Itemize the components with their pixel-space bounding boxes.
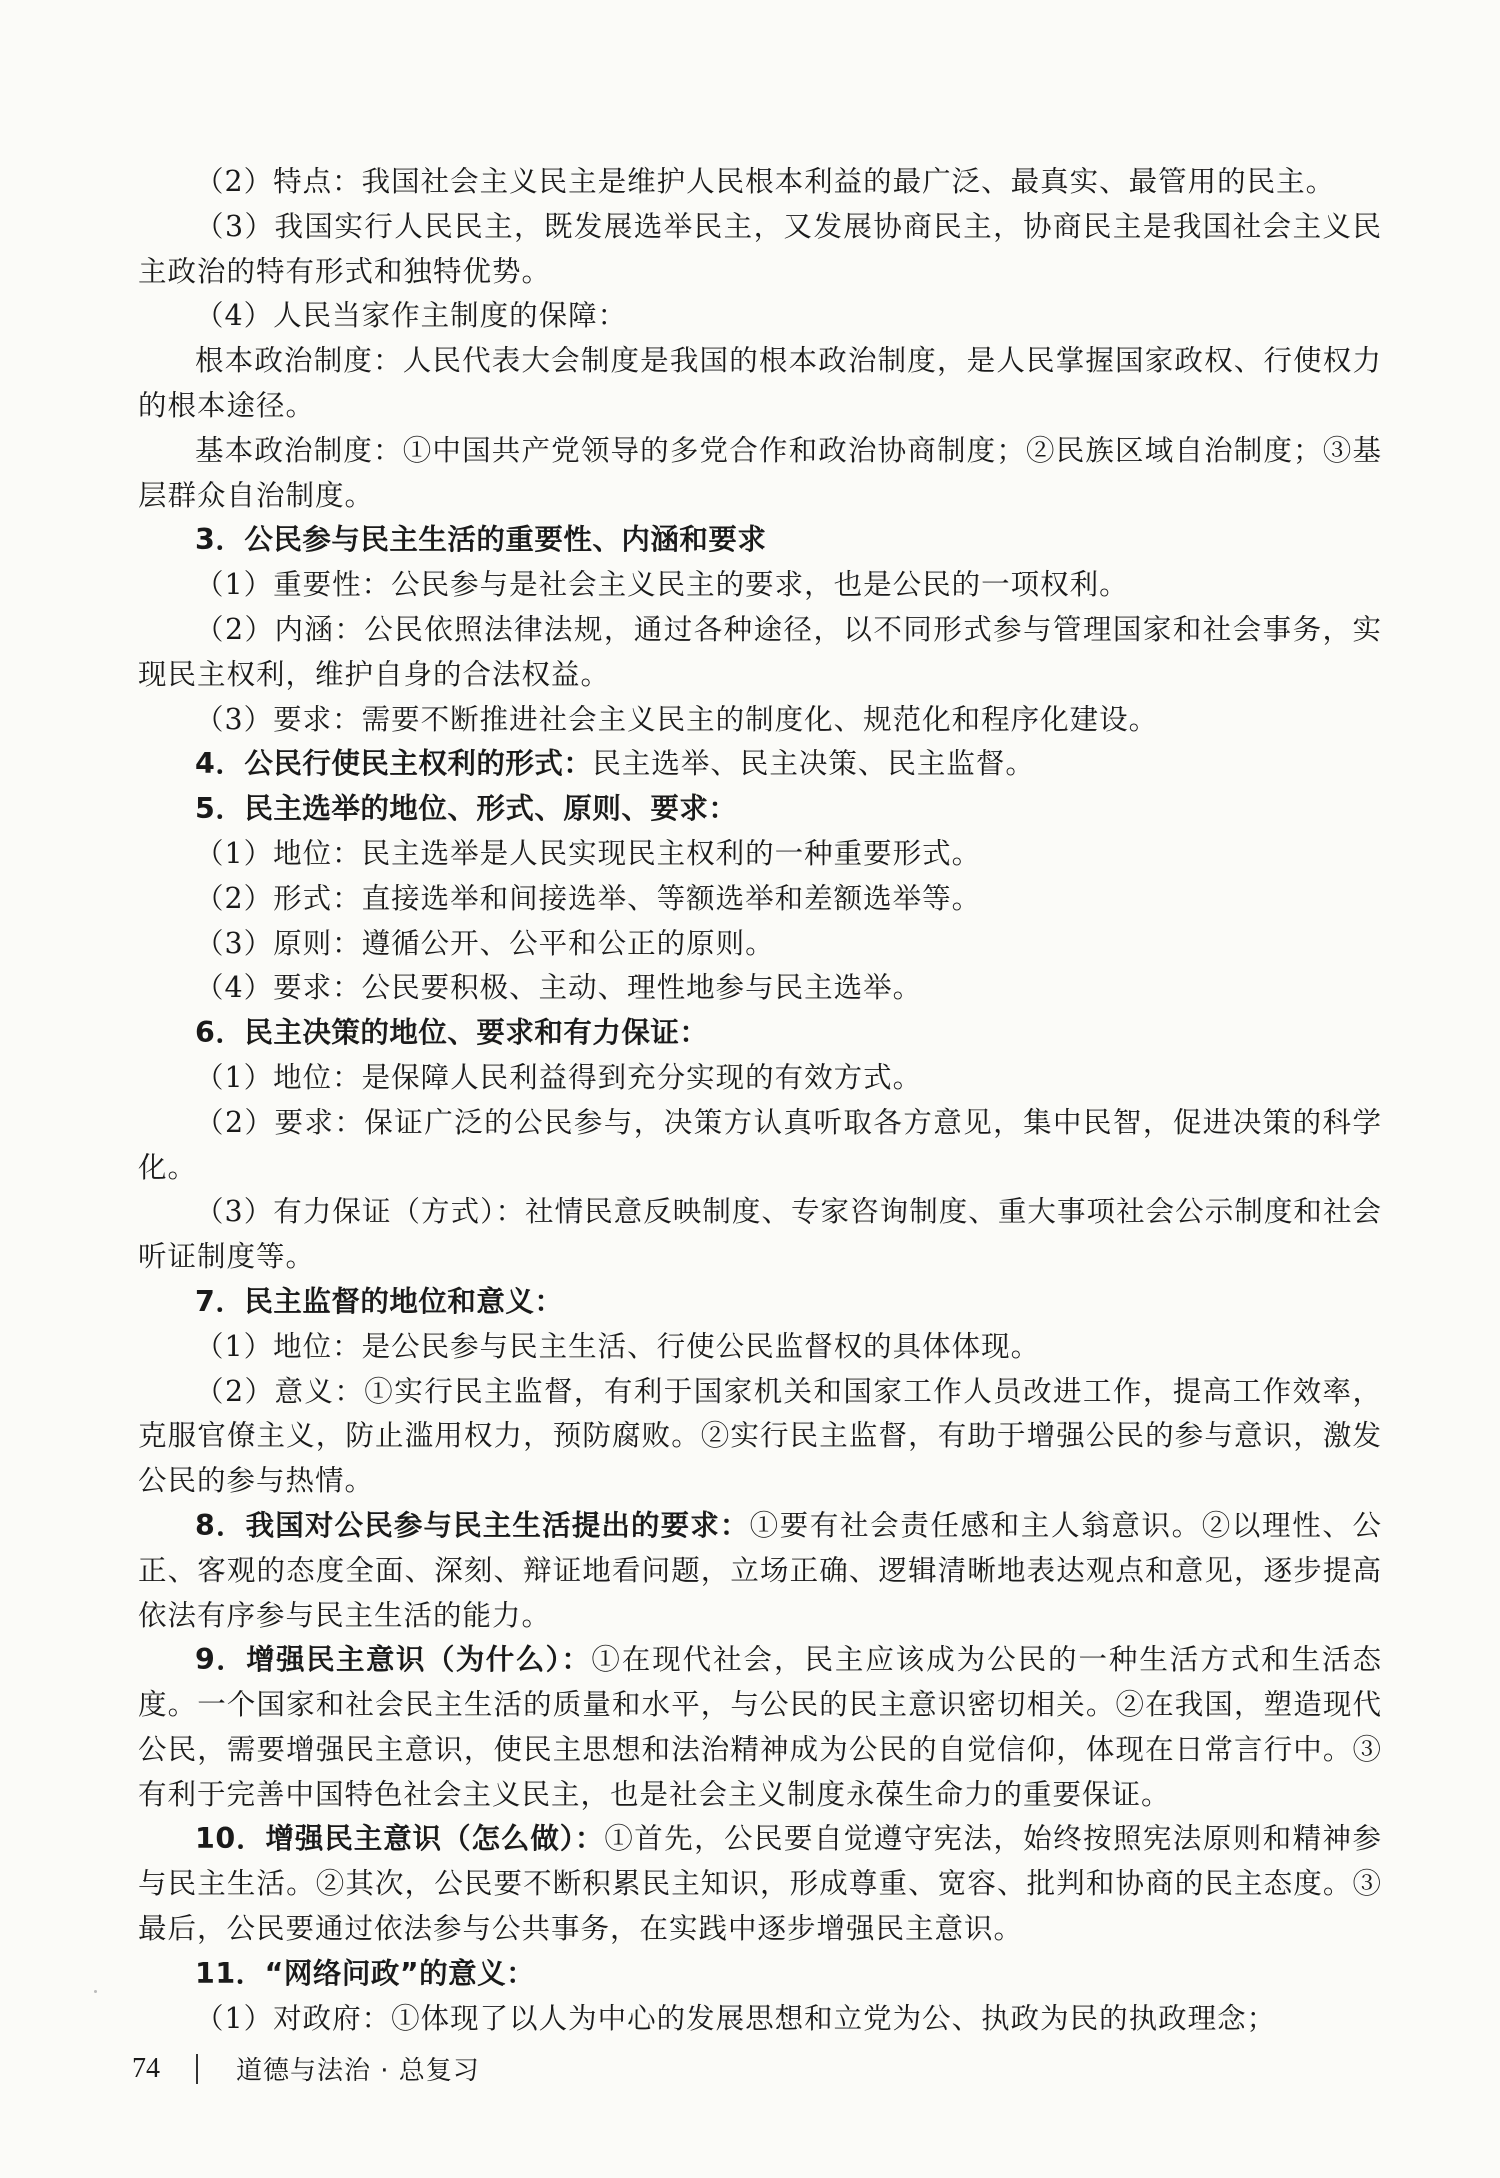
section-paragraph (138, 1280, 1382, 1325)
footer-divider (196, 2054, 198, 2084)
section-heading: 4．公民行使民主权利的形式： (195, 747, 593, 781)
section-heading: 3．公民参与民主生活的重要性、内涵和要求 (195, 523, 767, 557)
body-paragraph (138, 160, 1382, 205)
paragraph-text: （1）重要性：公民参与是社会主义民主的要求，也是公民的一项权利。 (195, 568, 1129, 602)
paragraph-text: （3）原则：遵循公开、公平和公正的原则。 (195, 926, 775, 960)
body-paragraph (138, 205, 1382, 295)
paragraph-text: （3）要求：需要不断推进社会主义民主的制度化、规范化和程序化建设。 (195, 702, 1159, 736)
paragraph-text: 民主选举、民主决策、民主监督。 (592, 747, 1035, 781)
paragraph-text: （2）意义：①实行民主监督，有利于国家机关和国家工作人员改进工作，提高工作效率，克服官僚主义，防止滥用权力，预防腐败。②实行民主监督，有助于增强公民的参与意识，激发公民的参与热情。 (138, 1374, 1382, 1498)
paragraph-text: （1）对政府：①体现了以人为中心的发展思想和立党为公、执政为民的执政理念； (195, 2001, 1277, 2035)
section-paragraph (138, 1952, 1382, 1997)
section-paragraph (138, 1638, 1382, 1817)
body-paragraph (138, 922, 1382, 967)
body-paragraph (138, 966, 1382, 1011)
page-number: 74 (132, 2052, 160, 2084)
page-body (138, 160, 1382, 2041)
paragraph-text: （2）形式：直接选举和间接选举、等额选举和差额选举等。 (195, 881, 982, 915)
body-paragraph (138, 698, 1382, 743)
paragraph-text: （4）人民当家作主制度的保障： (195, 299, 628, 333)
paragraph-text: ①首先，公民要自觉遵守宪法，始终按照宪法原则和精神参与民主生活。②其次，公民要不断积累民主知识，形成尊重、宽容、批判和协商的民主态度。③最后，公民要通过依法参与公共事务，在实践中逐步增强民主意识。 (138, 1822, 1382, 1946)
book-title: 道德与法治 · 总复习 (236, 2056, 480, 2086)
paragraph-text: ①在现代社会，民主应该成为公民的一种生活方式和生活态度。一个国家和社会民主生活的质量和水平，与公民的民主意识密切相关。②在我国，塑造现代公民，需要增强民主意识，使民主思想和法治精神成为公民的自觉信仰，体现在日常言行中。③有利于完善中国特色社会主义民主，也是社会主义制度永葆生命力的重要保证。 (138, 1643, 1382, 1811)
body-paragraph (138, 429, 1382, 519)
body-paragraph (138, 832, 1382, 877)
paragraph-text: （1）地位：是公民参与民主生活、行使公民监督权的具体体现。 (195, 1329, 1041, 1363)
paragraph-text: （2）特点：我国社会主义民主是维护人民根本利益的最广泛、最真实、最管用的民主。 (195, 165, 1336, 198)
body-paragraph (138, 1190, 1382, 1280)
section-paragraph (138, 742, 1382, 787)
body-paragraph (138, 563, 1382, 608)
section-paragraph (138, 518, 1382, 563)
paragraph-text: （3）有力保证（方式）：社情民意反映制度、专家咨询制度、重大事项社会公示制度和社会听证制度等。 (138, 1195, 1382, 1274)
section-paragraph (138, 1504, 1382, 1638)
body-paragraph (138, 1997, 1382, 2042)
page-footer (132, 2050, 480, 2087)
body-paragraph (138, 294, 1382, 339)
section-heading: 6．民主决策的地位、要求和有力保证： (195, 1016, 709, 1050)
paragraph-text: ①要有社会责任感和主人翁意识。②以理性、公正、客观的态度全面、深刻、辩证地看问题，立场正确、逻辑清晰地表达观点和意见，逐步提高依法有序参与民主生活的能力。 (138, 1508, 1382, 1632)
section-paragraph (138, 1817, 1382, 1951)
paragraph-text: （2）要求：保证广泛的公民参与，决策方认真听取各方意见，集中民智，促进决策的科学化。 (138, 1105, 1382, 1184)
body-paragraph (138, 1101, 1382, 1191)
section-heading: 10．增强民主意识（怎么做）： (195, 1822, 605, 1856)
paragraph-text: （2）内涵：公民依照法律法规，通过各种途径，以不同形式参与管理国家和社会事务，实现民主权利，维护自身的合法权益。 (138, 612, 1382, 691)
body-paragraph (138, 877, 1382, 922)
paragraph-text: （1）地位：是保障人民利益得到充分实现的有效方式。 (195, 1060, 923, 1094)
section-paragraph (138, 787, 1382, 832)
section-heading: 5．民主选举的地位、形式、原则、要求： (195, 792, 738, 826)
section-heading: 8．我国对公民参与民主生活提出的要求： (195, 1508, 750, 1542)
section-paragraph (138, 1011, 1382, 1056)
paragraph-text: 根本政治制度：人民代表大会制度是我国的根本政治制度，是人民掌握国家政权、行使权力的根本途径。 (138, 344, 1382, 422)
section-heading: 9．增强民主意识（为什么）： (195, 1643, 592, 1677)
body-paragraph (138, 1325, 1382, 1370)
paragraph-text: （3）我国实行人民民主，既发展选举民主，又发展协商民主，协商民主是我国社会主义民主政治的特有形式和独特优势。 (138, 209, 1382, 288)
body-paragraph (138, 1370, 1382, 1504)
paragraph-text: （4）要求：公民要积极、主动、理性地参与民主选举。 (195, 971, 923, 1005)
body-paragraph (138, 1056, 1382, 1101)
section-heading: 7．民主监督的地位和意义： (195, 1284, 564, 1318)
paragraph-text: （1）地位：民主选举是人民实现民主权利的一种重要形式。 (195, 836, 982, 870)
scan-speck (94, 1990, 97, 1993)
paragraph-text: 基本政治制度：①中国共产党领导的多党合作和政治协商制度；②民族区域自治制度；③基层群众自治制度。 (138, 433, 1382, 512)
body-paragraph (138, 608, 1382, 698)
section-heading: 11．“网络问政”的意义： (195, 1956, 536, 1990)
body-paragraph (138, 339, 1382, 429)
